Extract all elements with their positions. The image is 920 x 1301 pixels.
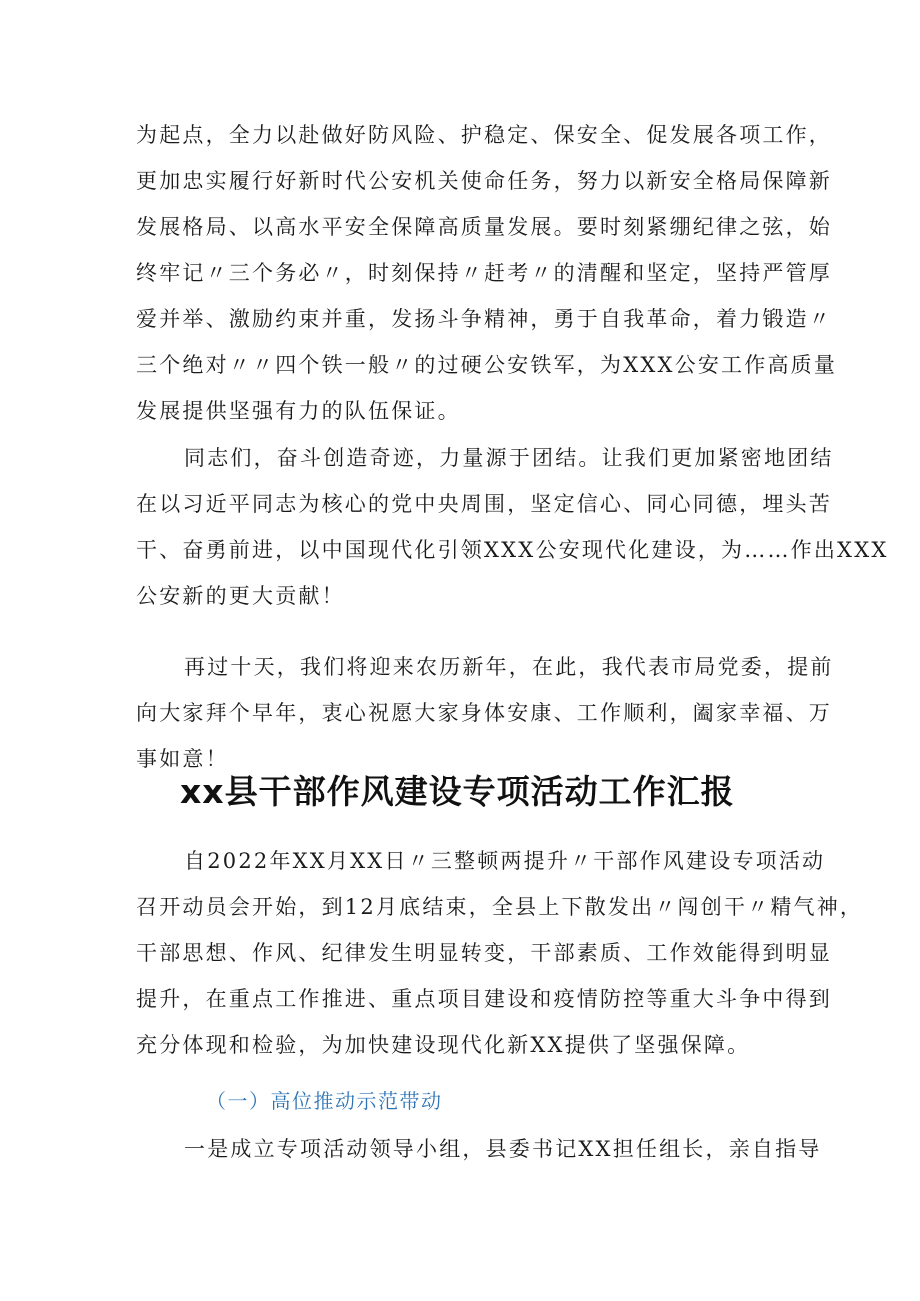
text-line: 发展格局、以高水平安全保障高质量发展。要时刻紧绷纪律之弦，始	[136, 215, 832, 239]
text-line: 召开动员会开始，到12月底结束，全县上下散发出〃闯创干〃精气神，	[136, 895, 864, 919]
text-line: 干、奋勇前进，以中国现代化引领XXX公安现代化建设，为……作出XXX	[136, 538, 889, 562]
text-line: 公安新的更大贡献！	[136, 584, 345, 608]
text-line: 终牢记〃三个务必〃，时刻保持〃赶考〃的清醒和坚定，坚持严管厚	[136, 261, 832, 285]
text-line: 充分体现和检验，为加快建设现代化新XX提供了坚强保障。	[136, 1033, 751, 1057]
text-line: 事如意！	[136, 747, 229, 771]
text-line: 向大家拜个早年，衷心祝愿大家身体安康、工作顺利，阖家幸福、万	[136, 701, 832, 725]
section-subheading: （一）高位推动示范带动	[206, 1089, 443, 1113]
text-line: 为起点，全力以赴做好防风险、护稳定、保安全、促发展各项工作，	[136, 123, 832, 147]
report-title: xx县干部作风建设专项活动工作汇报	[180, 772, 735, 811]
text-line: 在以习近平同志为核心的党中央周围，坚定信心、同心同德，埋头苦	[136, 492, 832, 516]
text-line: 更加忠实履行好新时代公安机关使命任务，努力以新安全格局保障新	[136, 169, 832, 193]
text-line: 自2022年XX月XX日〃三整顿两提升〃干部作风建设专项活动	[184, 849, 826, 873]
text-line: 爱并举、激励约束并重，发扬斗争精神，勇于自我革命，着力锻造〃	[136, 307, 832, 331]
text-line: 三个绝对〃〃四个铁一般〃的过硬公安铁军，为XXX公安工作高质量	[136, 353, 838, 377]
text-line: 发展提供坚强有力的队伍保证。	[136, 399, 461, 423]
text-line: 同志们，奋斗创造奇迹，力量源于团结。让我们更加紧密地团结	[184, 446, 834, 470]
text-line: 提升，在重点工作推进、重点项目建设和疫情防控等重大斗争中得到	[136, 987, 832, 1011]
text-line: 一是成立专项活动领导小组，县委书记XX担任组长，亲自指导	[184, 1137, 822, 1161]
text-line: 干部思想、作风、纪律发生明显转变，干部素质、工作效能得到明显	[136, 941, 832, 965]
text-line: 再过十天，我们将迎来农历新年，在此，我代表市局党委，提前	[184, 655, 834, 679]
